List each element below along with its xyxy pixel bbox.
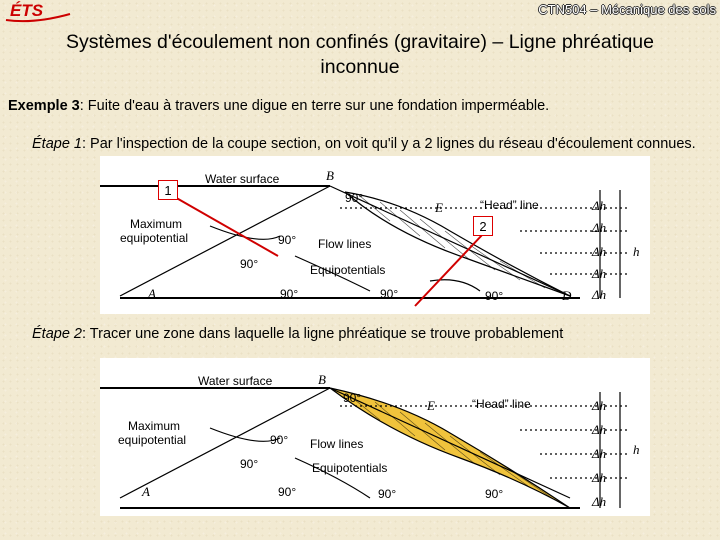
head-line-label-2: “Head” line (472, 397, 531, 411)
angle-label-2: 90° (278, 233, 297, 247)
dh-2: Δh (592, 220, 607, 235)
page-title (10, 30, 710, 80)
angle-label-2-1: 90° (343, 391, 362, 405)
step1-label: Étape 1 (32, 136, 82, 152)
angle-label-4: 90° (280, 287, 299, 301)
angle-label-5: 90° (380, 287, 399, 301)
max-equip-label-2: equipotential (120, 231, 189, 245)
step1-body: : Par l'inspection de la coupe section, on voit qu'il y a 2 lignes du réseau d'écoulement connues. (82, 136, 696, 152)
hatch-4 (420, 219, 470, 260)
example-body: : Fuite d'eau à travers une digue en terre sur une fondation imperméable. (79, 98, 550, 114)
flow-lines-label-2: Flow lines (310, 437, 364, 451)
badge-2: 2 (473, 216, 493, 236)
angle-label-3: 90° (240, 257, 259, 271)
marker-line-2 (415, 234, 483, 306)
point-b: B (326, 168, 334, 183)
dam-figure-step1 (100, 156, 650, 314)
angle-label-6: 90° (485, 289, 504, 303)
hatch-7 (500, 261, 545, 288)
course-label: CTN504 – Mécanique des sols (538, 2, 716, 17)
step2-text (32, 325, 563, 343)
logo-text: ÉTS (10, 1, 44, 20)
hatch2-7 (510, 470, 552, 498)
dh-2-2: Δh (592, 422, 607, 437)
marker-line-1 (166, 192, 278, 256)
water-surface-label: Water surface (205, 172, 280, 186)
angle-label-2-2: 90° (270, 433, 289, 447)
example-label: Exemple 3 (8, 98, 80, 114)
ets-logo (4, 0, 74, 24)
h-label: h (633, 244, 640, 259)
dh-5: Δh (592, 287, 607, 302)
angle-label-2-3: 90° (240, 457, 259, 471)
example-text (8, 97, 549, 115)
max-equip-label-2-2: equipotential (118, 433, 187, 447)
hatch-5 (445, 231, 495, 270)
dh-2-1: Δh (592, 398, 607, 413)
water-surface-label-2: Water surface (198, 374, 273, 388)
step2-label: Étape 2 (32, 326, 82, 342)
equipotentials-label-2: Equipotentials (312, 461, 388, 475)
head-line-label: “Head” line (480, 198, 539, 212)
angle-label-2-5: 90° (378, 487, 397, 501)
flow-lines-label: Flow lines (318, 237, 372, 251)
dh-3: Δh (592, 244, 607, 259)
downstream-slope-2 (330, 388, 570, 498)
max-equip-label-2-1: Maximum (128, 419, 181, 433)
equipotentials-label: Equipotentials (310, 263, 386, 277)
dh-2-4: Δh (592, 470, 607, 485)
point-e: E (435, 200, 443, 215)
step1-text (32, 135, 717, 153)
point-a-2: A (142, 484, 150, 499)
angle-label-2-4: 90° (278, 485, 297, 499)
title-line-2: inconnue (320, 56, 400, 78)
max-equip-label-1: Maximum (130, 217, 183, 231)
angle-label-2-6: 90° (485, 487, 504, 501)
point-b-2: B (318, 372, 326, 387)
dh-4: Δh (592, 266, 607, 281)
dam-figure-step2 (100, 358, 650, 516)
dh-1: Δh (592, 198, 607, 213)
dh-2-5: Δh (592, 494, 607, 509)
dh-2-3: Δh (592, 446, 607, 461)
angle-label-1: 90° (345, 191, 364, 205)
badge-1: 1 (158, 180, 178, 200)
point-a: A (148, 286, 156, 301)
h-label-2: h (633, 442, 640, 457)
step2-body: : Tracer une zone dans laquelle la ligne phréatique se trouve probablement (82, 326, 564, 342)
title-line-1: Systèmes d'écoulement non confinés (gravitaire) – Ligne phréatique (66, 31, 654, 53)
point-e-2: E (427, 398, 435, 413)
point-d: D (562, 288, 572, 303)
